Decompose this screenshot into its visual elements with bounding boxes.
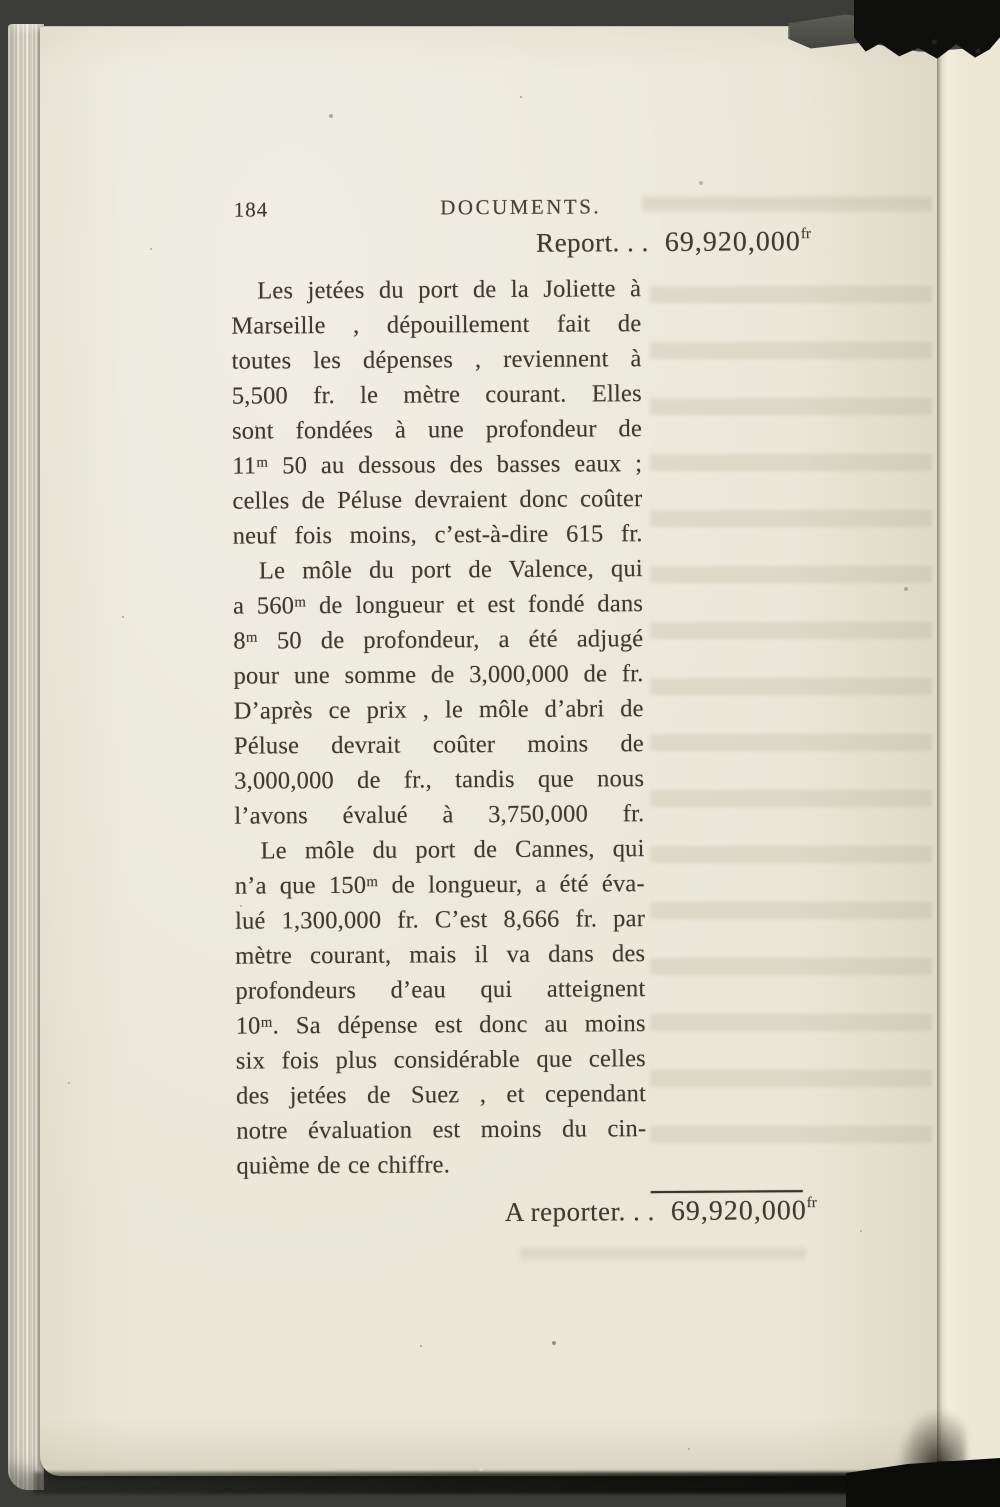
- text-line: sont fondées à une profondeur de: [231, 415, 643, 445]
- text-line: l’avons évalué à 3,750,000 fr.: [234, 800, 645, 830]
- text-line: Péluse devrait coûter moins de: [233, 730, 645, 760]
- body-text: [231, 271, 647, 1183]
- text-line: Les jetées du port de la Joliette à: [257, 275, 642, 305]
- page-number: 184: [233, 197, 269, 222]
- running-header: DOCUMENTS.: [440, 194, 602, 220]
- text-line: neuf fois moins, c’est-à-dire 615 fr.: [232, 520, 643, 550]
- text-line: 11ᵐ 50 au dessous des basses eaux ;: [232, 450, 643, 480]
- text-line: Marseille , dépouillement fait de: [231, 310, 642, 340]
- carry-rule: [651, 1190, 803, 1193]
- text-line: 10ᵐ. Sa dépense est donc au moins: [235, 1010, 646, 1040]
- text-line: celles de Péluse devraient donc coûter: [232, 485, 643, 515]
- carry-line: [237, 1195, 817, 1231]
- text-line: 8ᵐ 50 de profondeur, a été adjugé: [233, 625, 644, 655]
- text-line: six fois plus considérable que celles: [235, 1045, 646, 1075]
- text-line: 5,500 fr. le mètre courant. Elles: [231, 380, 642, 410]
- report-amount-unit: fr: [800, 225, 811, 242]
- report-label: Report. . .: [536, 227, 649, 258]
- text-line: n’a que 150ᵐ de longueur, a été éva-: [234, 870, 645, 900]
- text-line: Le môle du port de Cannes, qui: [260, 835, 645, 865]
- text-line: 3,000,000 de fr., tandis que nous: [234, 765, 645, 795]
- report-amount: [665, 226, 811, 259]
- text-line: mètre courant, mais il va dans des: [235, 940, 646, 970]
- text-line: des jetées de Suez , et cependant: [236, 1080, 647, 1110]
- text-line: Le môle du port de Valence, qui: [258, 555, 643, 585]
- text-line: a 560ᵐ de longueur et est fondé dans: [233, 590, 644, 620]
- report-line: [231, 226, 811, 262]
- carry-amount-value: 69,920,000: [670, 1195, 807, 1227]
- text-line: lué 1,300,000 fr. C’est 8,666 fr. par: [234, 905, 646, 935]
- carry-amount: [671, 1195, 817, 1228]
- text-line: toutes les dépenses , reviennent à: [231, 345, 642, 375]
- text-line: quième de ce chiffre.: [236, 1151, 451, 1180]
- dust-specks: [0, 0, 2, 2]
- text-line: notre évaluation est moins du cin-: [236, 1115, 647, 1145]
- text-line: D’après ce prix , le môle d’abri de: [233, 695, 644, 725]
- carry-amount-unit: fr: [806, 1194, 817, 1211]
- report-amount-value: 69,920,000: [664, 226, 801, 258]
- carry-label: A reporter. . .: [504, 1196, 655, 1227]
- text-line: profondeurs d’eau qui atteignent: [235, 975, 646, 1005]
- text-line: pour une somme de 3,000,000 de fr.: [233, 660, 644, 690]
